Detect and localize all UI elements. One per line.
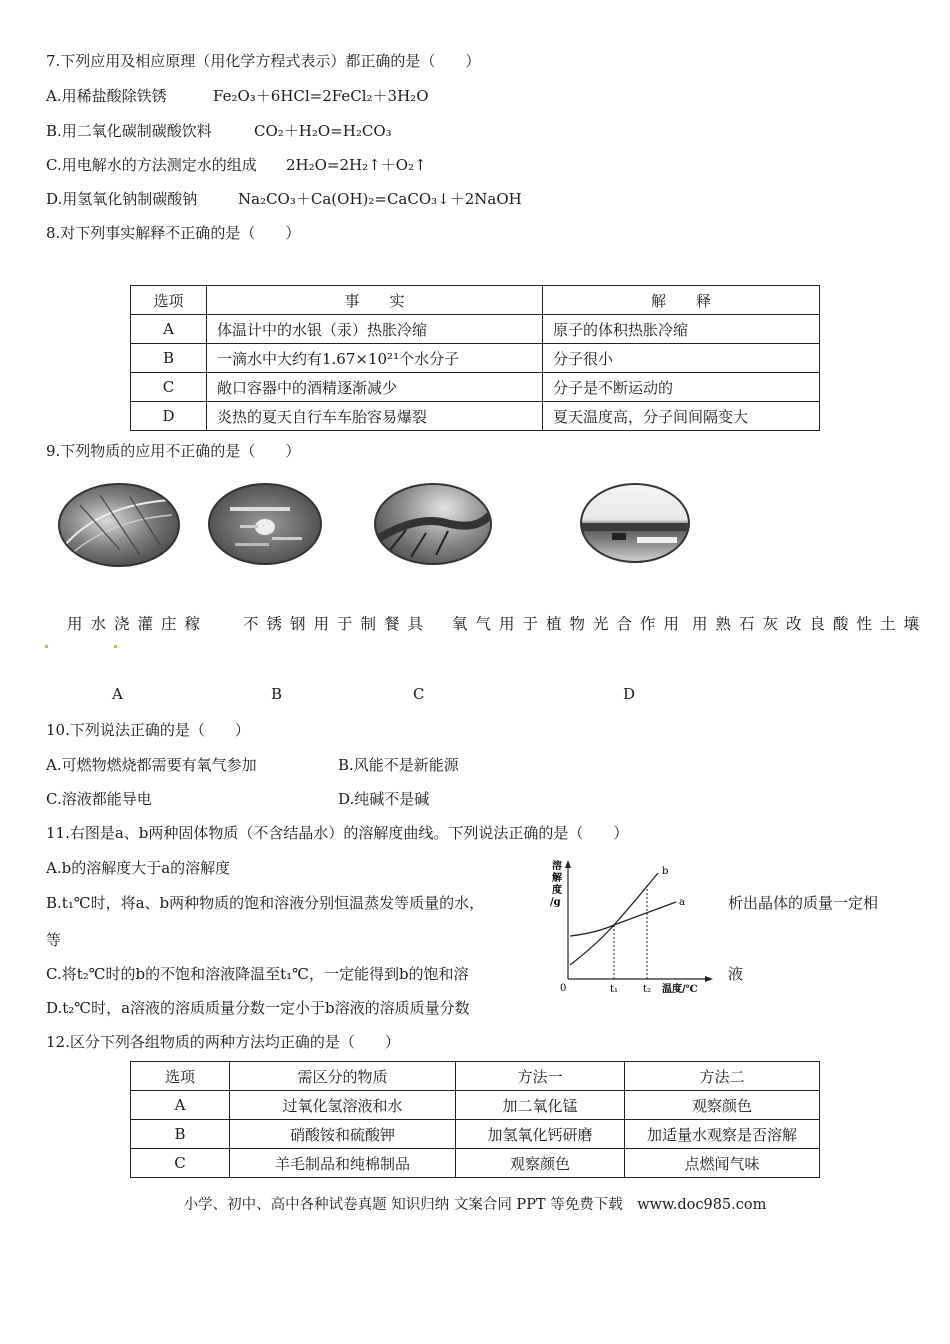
q7-option-a: A.用稀盐酸除铁锈 (46, 87, 167, 105)
q7-option-c-equation: 2H₂O=2H₂↑＋O₂↑ (286, 156, 427, 174)
table-cell: 炎热的夏天自行车车胎容易爆裂 (207, 402, 543, 431)
q7-option-b-equation: CO₂＋H₂O=H₂CO₃ (254, 122, 392, 140)
watering-crops-photo-texture (60, 485, 178, 565)
photo-watering-crops (58, 483, 180, 567)
curve-b-label: b (662, 866, 669, 877)
q10-stem: 10.下列说法正确的是（ ） (46, 721, 250, 739)
decorative-dot (45, 645, 48, 648)
q11-option-c-end: 液 (728, 965, 744, 983)
table-cell: 敞口容器中的酒精逐渐减少 (207, 373, 543, 402)
q10-option-d: D.纯碱不是碱 (338, 790, 430, 808)
q7-option-b: B.用二氧化碳制碳酸饮料 (46, 122, 212, 140)
q7-option-d-equation: Na₂CO₃＋Ca(OH)₂=CaCO₃↓＋2NaOH (238, 190, 522, 208)
table-cell: 过氧化氢溶液和水 (230, 1091, 456, 1120)
table-cell: B (131, 344, 207, 373)
q11-stem: 11.右图是a、b两种固体物质（不含结晶水）的溶解度曲线。下列说法正确的是（ ） (46, 824, 629, 842)
table-header: 方法一 (456, 1062, 625, 1091)
table-cell: 体温计中的水银（汞）热胀冷缩 (207, 315, 543, 344)
q10-option-c: C.溶液都能导电 (46, 790, 152, 808)
table-cell: 观察颜色 (456, 1149, 625, 1178)
q11-option-b: B.t₁℃时，将a、b两种物质的饱和溶液分别恒温蒸发等质量的水， (46, 894, 485, 912)
table-row (131, 315, 820, 344)
q12-stem: 12.区分下列各组物质的两种方法均正确的是（ ） (46, 1033, 400, 1051)
q7-stem: 7.下列应用及相应原理（用化学方程式表示）都正确的是（ ） (46, 52, 481, 70)
q9-caption-a: 用水浇灌庄稼 (67, 615, 209, 633)
table-header: 解 释 (543, 286, 820, 315)
tableware-photo-texture (210, 485, 320, 563)
q7-option-a-equation: Fe₂O₃＋6HCl=2FeCl₂＋3H₂O (213, 87, 429, 105)
q9-stem: 9.下列物质的应用不正确的是（ ） (46, 442, 301, 460)
table-row (131, 1149, 820, 1178)
t2-label: t₂ (643, 984, 652, 995)
page-footer: 小学、初中、高中各种试卷真题 知识归纳 文案合同 PPT 等免费下载 www.doc985.com (183, 1197, 767, 1213)
table-header: 方法二 (625, 1062, 820, 1091)
table-cell: 点燃闻气味 (625, 1149, 820, 1178)
q8-table (130, 285, 820, 431)
q9-caption-b: 不锈钢用于制餐具 (243, 615, 432, 633)
origin-label: 0 (560, 983, 567, 994)
q11-option-d: D.t₂℃时，a溶液的溶质质量分数一定小于b溶液的溶质质量分数 (46, 999, 470, 1017)
table-cell: 原子的体积热胀冷缩 (543, 315, 820, 344)
y-axis-label: 溶 解 度 /g (550, 861, 562, 908)
table-cell: A (131, 315, 207, 344)
t1-label: t₁ (610, 984, 619, 995)
table-header-row (131, 1062, 820, 1091)
photo-lime-soil-field (580, 483, 690, 563)
table-cell: 分子是不断运动的 (543, 373, 820, 402)
q11-option-b-continued: 析出晶体的质量一定相 (728, 894, 879, 912)
table-row (131, 402, 820, 431)
table-cell: 夏天温度高，分子间间隔变大 (543, 402, 820, 431)
table-cell: 一滴水中大约有1.67×10²¹个水分子 (207, 344, 543, 373)
curve-b-line (570, 873, 658, 965)
photo-plant-photosynthesis (374, 483, 492, 565)
q7-option-d: D.用氢氧化钠制碳酸钠 (46, 190, 198, 208)
q12-table (130, 1061, 820, 1178)
q11-option-c: C.将t₂℃时的b的不饱和溶液降温至t₁℃，一定能得到b的饱和溶 (46, 965, 469, 983)
table-cell: C (131, 373, 207, 402)
q9-caption-d: 用熟石灰改良酸性土壤 (692, 615, 928, 633)
table-cell: 加氢氧化钙研磨 (456, 1120, 625, 1149)
table-cell: 分子很小 (543, 344, 820, 373)
q9-letter-c: C (413, 685, 425, 703)
table-cell: D (131, 402, 207, 431)
table-header: 选项 (131, 1062, 230, 1091)
curve-a-line (570, 902, 676, 936)
photo-stainless-tableware (208, 483, 322, 565)
table-row (131, 1120, 820, 1149)
field-photo-texture (582, 485, 688, 561)
table-row (131, 344, 820, 373)
table-cell: A (131, 1091, 230, 1120)
table-header: 需区分的物质 (230, 1062, 456, 1091)
solubility-curve-graph (546, 855, 718, 995)
q9-letter-d: D (623, 685, 636, 703)
q9-caption-c: 氧气用于植物光合作用 (452, 615, 688, 633)
table-cell: 硝酸铵和硫酸钾 (230, 1120, 456, 1149)
plant-photo-texture (376, 485, 490, 563)
q11-option-a: A.b的溶解度大于a的溶解度 (46, 859, 231, 877)
table-cell: C (131, 1149, 230, 1178)
q8-stem: 8.对下列事实解释不正确的是（ ） (46, 224, 301, 242)
table-cell: B (131, 1120, 230, 1149)
q7-option-c: C.用电解水的方法测定水的组成 (46, 156, 257, 174)
table-cell: 观察颜色 (625, 1091, 820, 1120)
x-axis-label: 温度/℃ (662, 984, 698, 995)
table-cell: 羊毛制品和纯棉制品 (230, 1149, 456, 1178)
table-cell: 加二氧化锰 (456, 1091, 625, 1120)
table-cell: 加适量水观察是否溶解 (625, 1120, 820, 1149)
q10-option-b: B.风能不是新能源 (338, 756, 459, 774)
curve-a-label: a (679, 897, 685, 908)
table-header: 事 实 (207, 286, 543, 315)
y-axis-arrow (565, 860, 571, 868)
q11-option-b-end: 等 (46, 931, 62, 949)
table-row (131, 373, 820, 402)
table-header-row (131, 286, 820, 315)
table-header: 选项 (131, 286, 207, 315)
q9-letter-b: B (271, 685, 283, 703)
q9-letter-a: A (112, 685, 123, 703)
x-axis-arrow (705, 976, 713, 982)
table-row (131, 1091, 820, 1120)
decorative-dot (114, 645, 117, 648)
q10-option-a: A.可燃物燃烧都需要有氧气参加 (46, 756, 257, 774)
